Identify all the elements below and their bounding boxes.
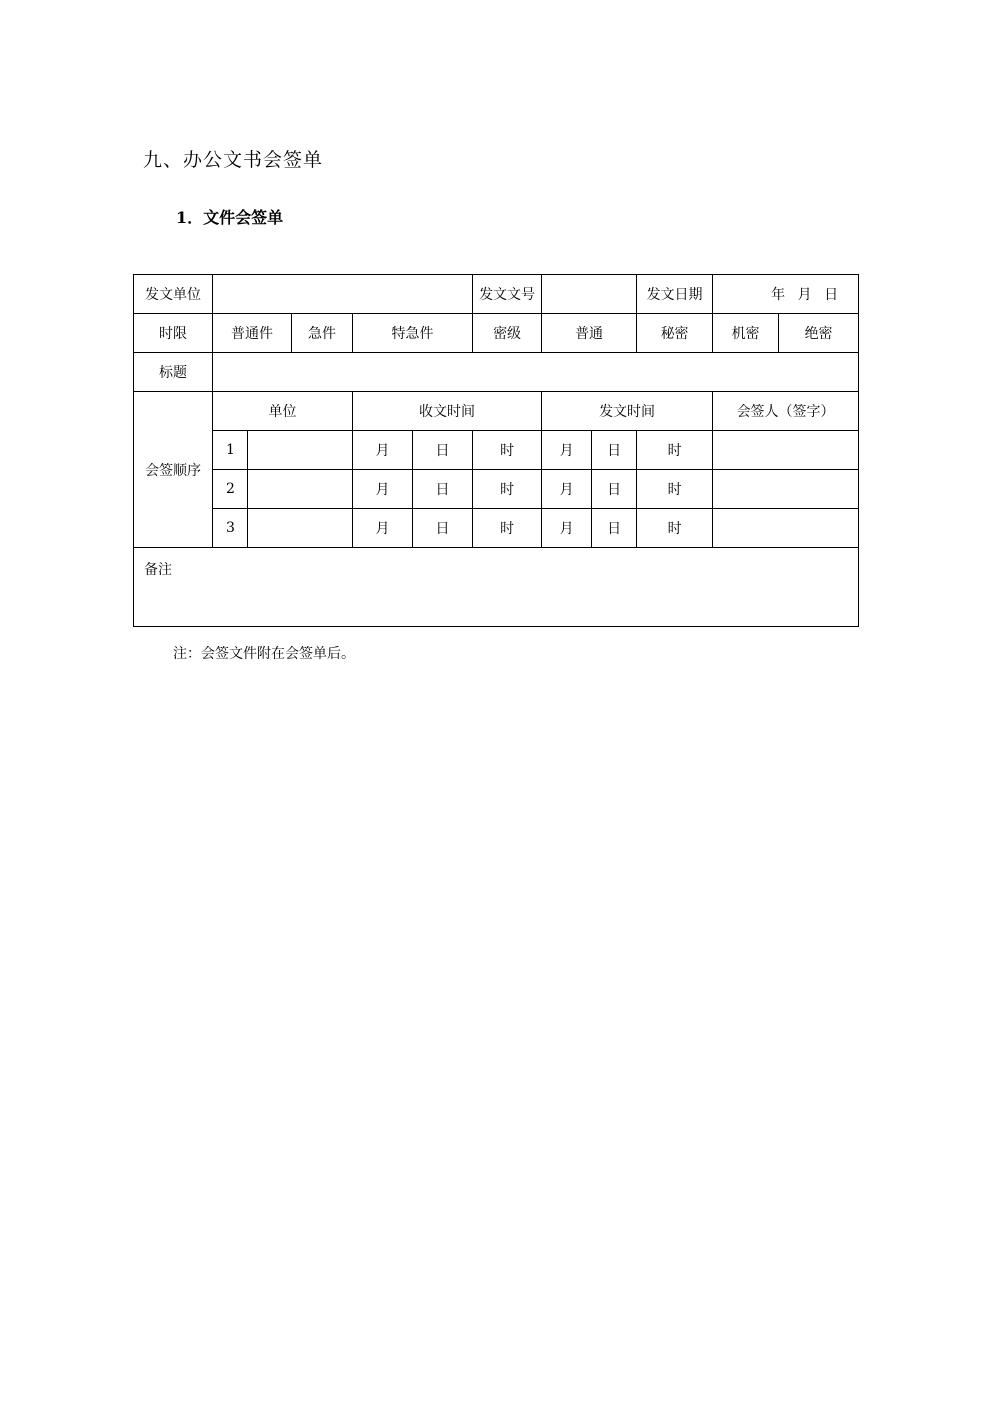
doc-number-label: 发文文号 bbox=[473, 275, 542, 314]
row-number: 3 bbox=[213, 509, 248, 548]
doc-number-field[interactable] bbox=[542, 275, 637, 314]
receive-day[interactable]: 日 bbox=[413, 509, 473, 548]
section-title: 九、办公文书会签单 bbox=[143, 149, 324, 171]
row-time-limit bbox=[134, 314, 859, 353]
countersign-row bbox=[134, 509, 859, 548]
receive-day[interactable]: 日 bbox=[413, 431, 473, 470]
signer-field[interactable] bbox=[713, 431, 859, 470]
row-remark bbox=[134, 548, 859, 627]
header-signer: 会签人（签字） bbox=[713, 392, 859, 431]
receive-hour[interactable]: 时 bbox=[473, 509, 542, 548]
send-day[interactable]: 日 bbox=[592, 470, 637, 509]
receive-month[interactable]: 月 bbox=[353, 509, 413, 548]
issue-date-label: 发文日期 bbox=[637, 275, 713, 314]
send-day[interactable]: 日 bbox=[592, 509, 637, 548]
send-hour[interactable]: 时 bbox=[637, 431, 713, 470]
option-top-secret[interactable]: 绝密 bbox=[779, 314, 859, 353]
header-unit: 单位 bbox=[213, 392, 353, 431]
unit-field[interactable] bbox=[248, 470, 353, 509]
unit-field[interactable] bbox=[248, 431, 353, 470]
option-urgent[interactable]: 急件 bbox=[292, 314, 353, 353]
countersign-order-label: 会签顺序 bbox=[134, 392, 213, 548]
title-label: 标题 bbox=[134, 353, 213, 392]
send-hour[interactable]: 时 bbox=[637, 470, 713, 509]
unit-field[interactable] bbox=[248, 509, 353, 548]
option-confidential[interactable]: 机密 bbox=[713, 314, 779, 353]
option-extra-urgent[interactable]: 特急件 bbox=[353, 314, 473, 353]
signer-field[interactable] bbox=[713, 509, 859, 548]
send-hour[interactable]: 时 bbox=[637, 509, 713, 548]
issuer-unit-field[interactable] bbox=[213, 275, 473, 314]
receive-month[interactable]: 月 bbox=[353, 470, 413, 509]
title-field[interactable] bbox=[213, 353, 859, 392]
send-month[interactable]: 月 bbox=[542, 470, 592, 509]
remark-label: 备注 bbox=[144, 562, 172, 578]
option-normal[interactable]: 普通件 bbox=[213, 314, 292, 353]
row-number: 2 bbox=[213, 470, 248, 509]
send-month[interactable]: 月 bbox=[542, 431, 592, 470]
countersign-row bbox=[134, 470, 859, 509]
receive-month[interactable]: 月 bbox=[353, 431, 413, 470]
receive-hour[interactable]: 时 bbox=[473, 470, 542, 509]
option-secret[interactable]: 秘密 bbox=[637, 314, 713, 353]
send-month[interactable]: 月 bbox=[542, 509, 592, 548]
option-general[interactable]: 普通 bbox=[542, 314, 637, 353]
subsection-title: 1．文件会签单 bbox=[176, 208, 284, 227]
send-day[interactable]: 日 bbox=[592, 431, 637, 470]
row-countersign-header bbox=[134, 392, 859, 431]
time-limit-label: 时限 bbox=[134, 314, 213, 353]
issue-date-field[interactable]: 年 月 日 bbox=[713, 275, 859, 314]
receive-hour[interactable]: 时 bbox=[473, 431, 542, 470]
remark-field[interactable] bbox=[134, 548, 859, 627]
secrecy-label: 密级 bbox=[473, 314, 542, 353]
row-issuer bbox=[134, 275, 859, 314]
issuer-unit-label: 发文单位 bbox=[134, 275, 213, 314]
row-title bbox=[134, 353, 859, 392]
footnote: 注：会签文件附在会签单后。 bbox=[173, 646, 355, 662]
signer-field[interactable] bbox=[713, 470, 859, 509]
row-number: 1 bbox=[213, 431, 248, 470]
countersign-row bbox=[134, 431, 859, 470]
receive-day[interactable]: 日 bbox=[413, 470, 473, 509]
header-send-time: 发文时间 bbox=[542, 392, 713, 431]
countersign-form-table bbox=[133, 274, 859, 627]
header-receive-time: 收文时间 bbox=[353, 392, 542, 431]
